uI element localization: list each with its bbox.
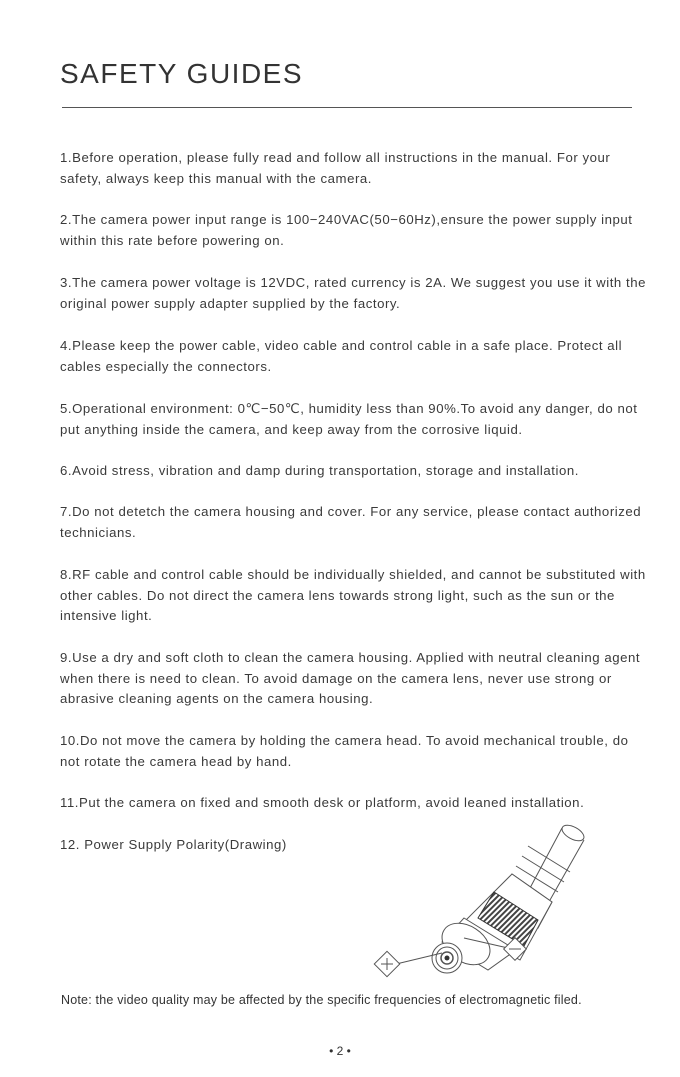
safety-item-5: 5.Operational environment: 0℃−50℃, humidity less than 90%.To avoid any danger, do not put anything inside the camera, and keep away from the corrosive liquid. (60, 401, 638, 437)
page-title: SAFETY GUIDES (60, 58, 304, 89)
emi-note: Note: the video quality may be affected by the specific frequencies of electromagnetic filed. (61, 993, 582, 1007)
safety-item-8: 8.RF cable and control cable should be individually shielded, and cannot be substituted with other cables. Do not direct the camera lens towards strong light, such as the sun or the intensive light. (60, 567, 646, 623)
safety-item-2: 2.The camera power input range is 100−240VAC(50−60Hz),ensure the power supply input within this rate before powering on. (60, 212, 633, 248)
safety-item-10: 10.Do not move the camera by holding the camera head. To avoid mechanical trouble, do not rotate the camera head by hand. (60, 733, 629, 769)
safety-item-3: 3.The camera power voltage is 12VDC, rated currency is 2A. We suggest you use it with the original power supply adapter supplied by the factory. (60, 275, 646, 311)
title-divider (62, 107, 632, 108)
safety-item-9: 9.Use a dry and soft cloth to clean the camera housing. Applied with neutral cleaning agent when there is need to clean. To avoid damage on the camera lens, never use strong or abrasive cleaning agents on the camera housing. (60, 650, 641, 706)
safety-item-11: 11.Put the camera on fixed and smooth desk or platform, avoid leaned installation. (60, 795, 585, 810)
safety-item-7: 7.Do not detetch the camera housing and cover. For any service, please contact authorized technicians. (60, 504, 642, 540)
safety-item-12: 12. Power Supply Polarity(Drawing) (60, 837, 287, 852)
safety-item-4: 4.Please keep the power cable, video cable and control cable in a safe place. Protect all cables especially the connectors. (60, 338, 623, 374)
safety-item-1: 1.Before operation, please fully read and follow all instructions in the manual. For your safety, always keep this manual with the camera. (60, 150, 611, 186)
page-number: • 2 • (329, 1044, 351, 1058)
power-plug-polarity-drawing (362, 810, 602, 990)
safety-item-6: 6.Avoid stress, vibration and damp during transportation, storage and installation. (60, 463, 579, 478)
